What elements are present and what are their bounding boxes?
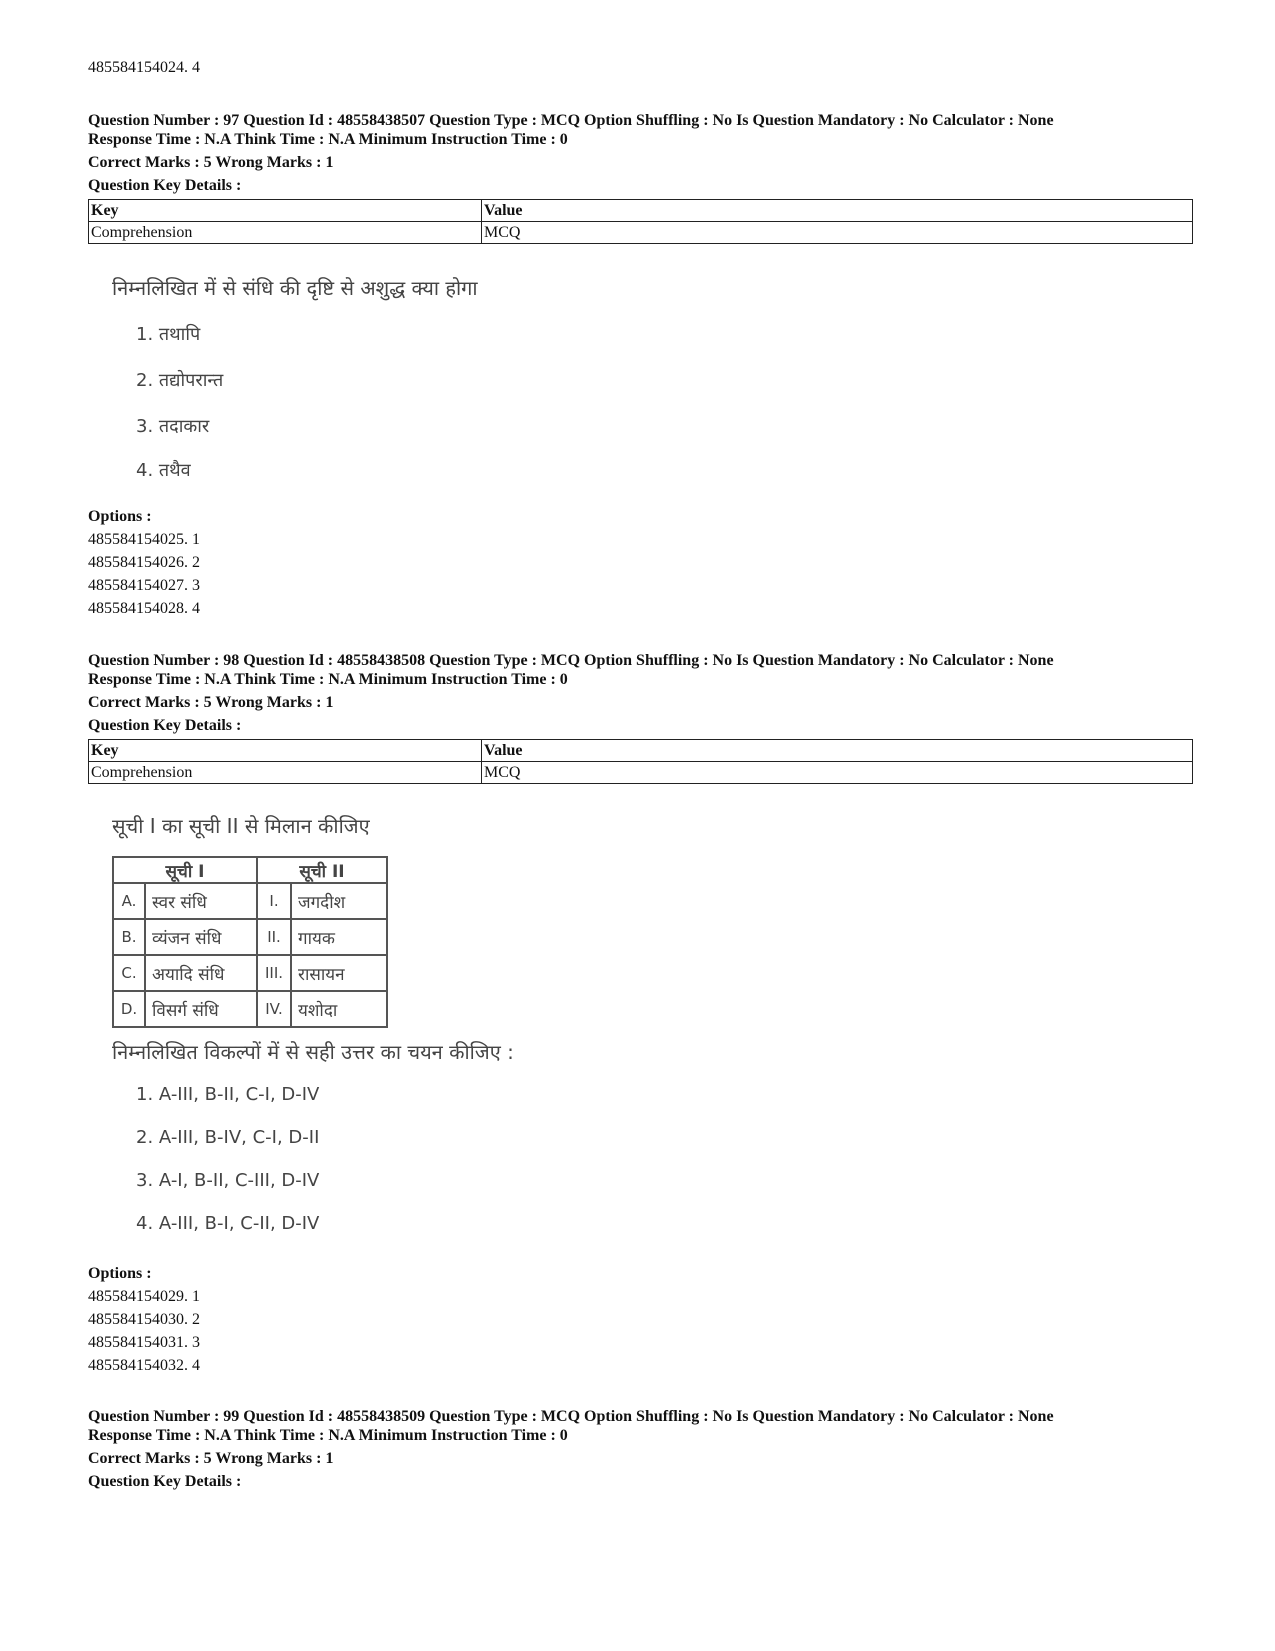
match-code: B.: [113, 919, 145, 955]
q98-choice-3: 3. A-I, B-II, C-III, D-IV: [136, 1170, 320, 1191]
match-row: [113, 955, 387, 991]
match-word: जगदीश: [291, 883, 387, 919]
q98-option-2: 485584154030. 2: [88, 1311, 200, 1328]
q98-choice-2: 2. A-III, B-IV, C-I, D-II: [136, 1127, 320, 1148]
match-roman: III.: [257, 955, 291, 991]
q98-key-details-label: Question Key Details :: [88, 717, 242, 734]
q99-marks-line: Correct Marks : 5 Wrong Marks : 1: [88, 1450, 334, 1467]
match-col2-header: सूची II: [257, 857, 387, 883]
key-cell: Comprehension: [89, 222, 482, 244]
q98-meta-line-1: Question Number : 98 Question Id : 48558438508 Question Type : MCQ Option Shuffling : No Is Question Mandatory : No Calculator : None: [88, 652, 1054, 669]
q98-option-1: 485584154029. 1: [88, 1288, 200, 1305]
match-name: स्वर संधि: [145, 883, 257, 919]
match-word: रासायन: [291, 955, 387, 991]
match-row: [113, 991, 387, 1027]
match-code: C.: [113, 955, 145, 991]
value-header-cell: Value: [482, 740, 1193, 762]
q97-options-label: Options :: [88, 508, 152, 525]
q97-marks-line: Correct Marks : 5 Wrong Marks : 1: [88, 154, 334, 171]
previous-option-line: 485584154024. 4: [88, 59, 200, 76]
match-row: [113, 919, 387, 955]
q98-marks-line: Correct Marks : 5 Wrong Marks : 1: [88, 694, 334, 711]
q97-question-image: [112, 270, 532, 490]
q98-meta-line-2: Response Time : N.A Think Time : N.A Minimum Instruction Time : 0: [88, 671, 568, 688]
q97-option-2: 485584154026. 2: [88, 554, 200, 571]
key-cell: Comprehension: [89, 762, 482, 784]
q98-question-image: [112, 810, 532, 1250]
match-name: अयादि संधि: [145, 955, 257, 991]
match-word: यशोदा: [291, 991, 387, 1027]
q98-key-table: [88, 739, 1193, 784]
q98-match-table: [112, 856, 388, 1028]
q97-choice-1: 1. तथापि: [136, 324, 201, 345]
q98-options-label: Options :: [88, 1265, 152, 1282]
match-col1-header: सूची I: [113, 857, 257, 883]
q97-option-4: 485584154028. 4: [88, 600, 200, 617]
q98-stem: सूची I का सूची II से मिलान कीजिए: [112, 814, 370, 838]
match-word: गायक: [291, 919, 387, 955]
q99-meta-line-1: Question Number : 99 Question Id : 48558438509 Question Type : MCQ Option Shuffling : No Is Question Mandatory : No Calculator : None: [88, 1408, 1054, 1425]
q98-instruction: निम्नलिखित विकल्पों में से सही उत्तर का चयन कीजिए :: [112, 1040, 514, 1064]
q98-choice-1: 1. A-III, B-II, C-I, D-IV: [136, 1084, 320, 1105]
q98-option-4: 485584154032. 4: [88, 1357, 200, 1374]
value-cell: MCQ: [482, 222, 1193, 244]
q97-choice-3: 3. तदाकार: [136, 416, 210, 437]
match-name: व्यंजन संधि: [145, 919, 257, 955]
q99-meta-line-2: Response Time : N.A Think Time : N.A Minimum Instruction Time : 0: [88, 1427, 568, 1444]
q97-option-1: 485584154025. 1: [88, 531, 200, 548]
match-roman: I.: [257, 883, 291, 919]
match-row: [113, 883, 387, 919]
value-cell: MCQ: [482, 762, 1193, 784]
q97-choice-4: 4. तथैव: [136, 460, 191, 481]
match-name: विसर्ग संधि: [145, 991, 257, 1027]
match-code: D.: [113, 991, 145, 1027]
q98-option-3: 485584154031. 3: [88, 1334, 200, 1351]
q99-key-details-label: Question Key Details :: [88, 1473, 242, 1490]
match-roman: II.: [257, 919, 291, 955]
q97-meta-line-2: Response Time : N.A Think Time : N.A Minimum Instruction Time : 0: [88, 131, 568, 148]
match-code: A.: [113, 883, 145, 919]
q97-key-details-label: Question Key Details :: [88, 177, 242, 194]
match-roman: IV.: [257, 991, 291, 1027]
q98-choice-4: 4. A-III, B-I, C-II, D-IV: [136, 1213, 320, 1234]
q97-choice-2: 2. तद्योपरान्त: [136, 370, 224, 391]
q97-meta-line-1: Question Number : 97 Question Id : 48558438507 Question Type : MCQ Option Shuffling : No Is Question Mandatory : No Calculator : None: [88, 112, 1054, 129]
q97-stem: निम्नलिखित में से संधि की दृष्टि से अशुद्ध क्या होगा: [112, 276, 478, 300]
value-header-cell: Value: [482, 200, 1193, 222]
key-header-cell: Key: [89, 740, 482, 762]
q97-key-table: [88, 199, 1193, 244]
key-header-cell: Key: [89, 200, 482, 222]
q97-option-3: 485584154027. 3: [88, 577, 200, 594]
